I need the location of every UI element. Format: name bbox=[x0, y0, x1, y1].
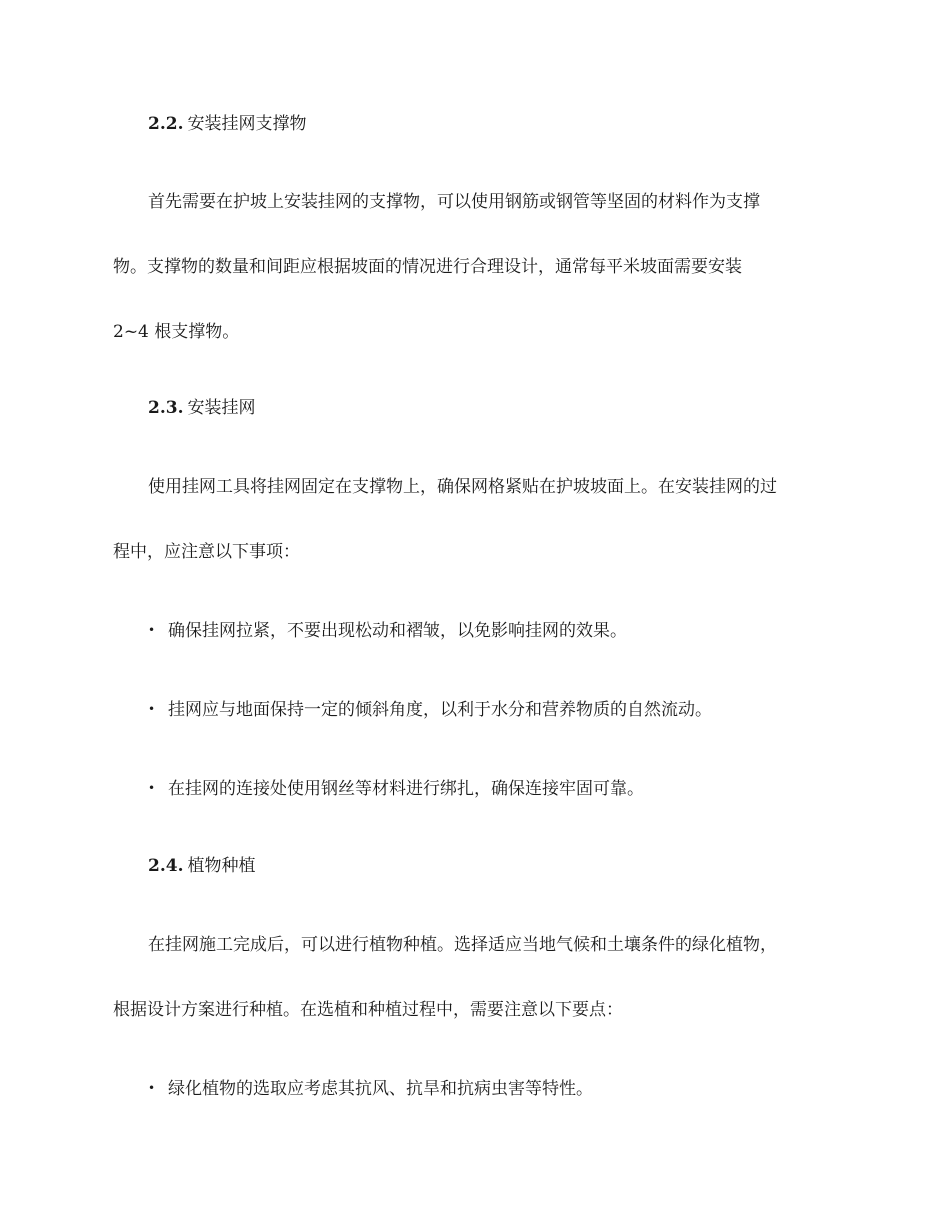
paragraph-line: 2~4 根支撑物。 bbox=[113, 322, 240, 342]
bullet-icon: • bbox=[148, 623, 156, 637]
paragraph-line: 首先需要在护坡上安装挂网的支撑物，可以使用钢筋或钢管等坚固的材料作为支撑 bbox=[148, 192, 760, 212]
list-item bbox=[148, 697, 712, 722]
section-number: 2.4. bbox=[148, 856, 184, 876]
list-item bbox=[148, 618, 627, 643]
list-item bbox=[148, 776, 644, 801]
section-heading-2-2 bbox=[148, 112, 307, 136]
bullet-icon: • bbox=[148, 702, 156, 716]
section-heading-2-3 bbox=[148, 396, 256, 420]
section-title: 植物种植 bbox=[187, 856, 256, 876]
bullet-icon: • bbox=[148, 1081, 156, 1095]
list-item-text: 确保挂网拉紧，不要出现松动和褶皱，以免影响挂网的效果。 bbox=[168, 621, 627, 641]
list-item bbox=[148, 1076, 593, 1101]
paragraph-line: 根据设计方案进行种植。在选植和种植过程中，需要注意以下要点： bbox=[113, 1000, 623, 1020]
section-number: 2.2. bbox=[148, 114, 184, 134]
paragraph-line: 物。支撑物的数量和间距应根据坡面的情况进行合理设计，通常每平米坡面需要安装 bbox=[113, 257, 742, 277]
paragraph-line: 使用挂网工具将挂网固定在支撑物上，确保网格紧贴在护坡坡面上。在安装挂网的过 bbox=[148, 477, 777, 497]
section-number: 2.3. bbox=[148, 398, 184, 418]
list-item-text: 在挂网的连接处使用钢丝等材料进行绑扎，确保连接牢固可靠。 bbox=[168, 779, 644, 799]
section-title: 安装挂网 bbox=[187, 398, 256, 418]
section-heading-2-4 bbox=[148, 854, 256, 878]
paragraph-line: 在挂网施工完成后，可以进行植物种植。选择适应当地气候和土壤条件的绿化植物， bbox=[148, 935, 777, 955]
section-title: 安装挂网支撑物 bbox=[187, 114, 307, 134]
list-item-text: 绿化植物的选取应考虑其抗风、抗旱和抗病虫害等特性。 bbox=[168, 1079, 593, 1099]
bullet-icon: • bbox=[148, 781, 156, 795]
list-item-text: 挂网应与地面保持一定的倾斜角度，以利于水分和营养物质的自然流动。 bbox=[168, 700, 712, 720]
paragraph-line: 程中，应注意以下事项： bbox=[113, 542, 300, 562]
